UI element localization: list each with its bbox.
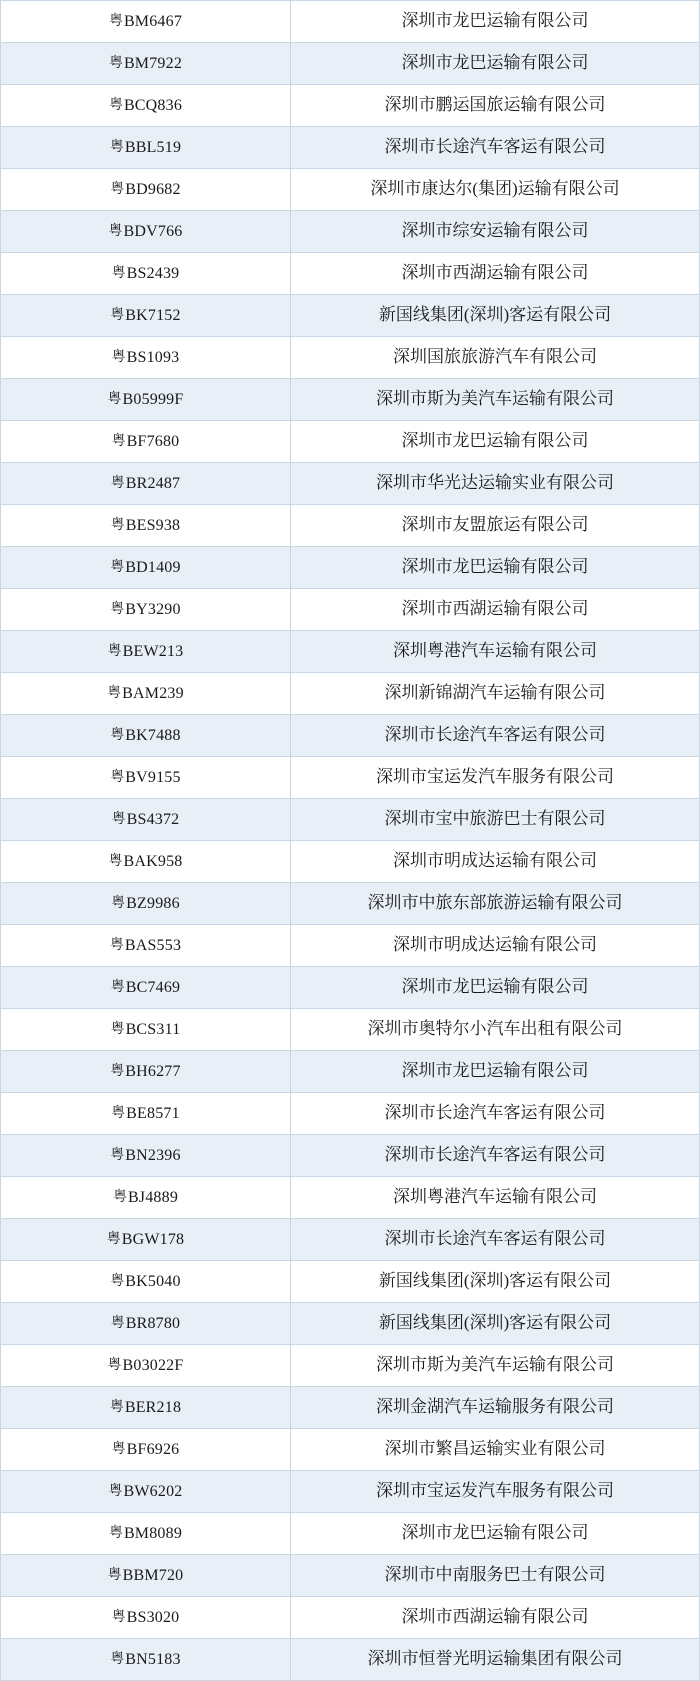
plate-number-cell	[1, 295, 291, 337]
plate-number-cell	[1, 841, 291, 883]
plate-province-prefix: 粤	[107, 391, 122, 407]
plate-number-cell	[1, 1135, 291, 1177]
company-name-cell: 深圳市中南服务巴士有限公司	[291, 1555, 700, 1597]
table-row	[1, 169, 699, 211]
company-name-cell: 深圳新锦湖汽车运输有限公司	[291, 673, 700, 715]
plate-number-text: BN5183	[125, 1650, 181, 1668]
plate-province-prefix: 粤	[111, 265, 126, 281]
vehicle-list-table-body	[1, 1, 699, 1681]
table-row	[1, 421, 699, 463]
plate-province-prefix: 粤	[110, 979, 125, 995]
plate-number-text: BM7922	[123, 54, 183, 72]
company-name-cell: 深圳市龙巴运输有限公司	[291, 967, 700, 1009]
plate-number-cell	[1, 337, 291, 379]
table-row	[1, 1, 699, 43]
table-row	[1, 883, 699, 925]
table-row	[1, 1051, 699, 1093]
table-row	[1, 1597, 699, 1639]
company-name-cell: 深圳市长途汽车客运有限公司	[291, 1093, 700, 1135]
plate-province-prefix: 粤	[108, 1525, 123, 1541]
plate-number-cell	[1, 799, 291, 841]
plate-number-cell	[1, 1303, 291, 1345]
plate-number-cell	[1, 1597, 291, 1639]
table-row	[1, 715, 699, 757]
table-row	[1, 379, 699, 421]
company-name-cell: 深圳市龙巴运输有限公司	[291, 1051, 700, 1093]
plate-province-prefix: 粤	[108, 97, 123, 113]
plate-province-prefix: 粤	[111, 1441, 126, 1457]
plate-province-prefix: 粤	[109, 139, 124, 155]
plate-number-cell	[1, 1051, 291, 1093]
plate-number-cell	[1, 1387, 291, 1429]
plate-number-cell	[1, 925, 291, 967]
plate-province-prefix: 粤	[108, 55, 123, 71]
plate-number-cell	[1, 85, 291, 127]
company-name-cell: 深圳市龙巴运输有限公司	[291, 421, 700, 463]
table-row	[1, 1135, 699, 1177]
table-row	[1, 1177, 699, 1219]
table-row	[1, 127, 699, 169]
plate-number-cell	[1, 757, 291, 799]
plate-province-prefix: 粤	[109, 937, 124, 953]
plate-number-text: BAM239	[122, 684, 184, 702]
plate-number-cell	[1, 631, 291, 673]
plate-number-cell	[1, 967, 291, 1009]
table-row	[1, 1345, 699, 1387]
plate-number-text: BES938	[125, 516, 181, 534]
plate-province-prefix: 粤	[110, 559, 125, 575]
company-name-cell: 深圳市友盟旅运有限公司	[291, 505, 700, 547]
company-name-cell: 深圳市鹏运国旅运输有限公司	[291, 85, 700, 127]
company-name-cell: 深圳市西湖运输有限公司	[291, 589, 700, 631]
plate-number-text: B05999F	[122, 390, 184, 408]
plate-province-prefix: 粤	[108, 13, 123, 29]
table-row	[1, 463, 699, 505]
table-row	[1, 1429, 699, 1471]
plate-number-text: BS3020	[126, 1608, 180, 1626]
company-name-cell: 深圳市明成达运输有限公司	[291, 925, 700, 967]
plate-province-prefix: 粤	[110, 181, 125, 197]
plate-number-cell	[1, 1009, 291, 1051]
company-name-cell: 深圳国旅旅游汽车有限公司	[291, 337, 700, 379]
company-name-cell: 新国线集团(深圳)客运有限公司	[291, 1303, 700, 1345]
plate-number-cell	[1, 211, 291, 253]
plate-number-text: BBL519	[124, 138, 182, 156]
table-row	[1, 1639, 699, 1681]
company-name-cell: 深圳市华光达运输实业有限公司	[291, 463, 700, 505]
plate-province-prefix: 粤	[111, 811, 126, 827]
plate-province-prefix: 粤	[110, 1651, 125, 1667]
plate-province-prefix: 粤	[110, 1063, 125, 1079]
plate-number-cell	[1, 463, 291, 505]
plate-number-cell	[1, 169, 291, 211]
plate-number-text: BBM720	[122, 1566, 184, 1584]
plate-province-prefix: 粤	[111, 1609, 126, 1625]
table-row	[1, 1555, 699, 1597]
plate-number-text: BD1409	[125, 558, 181, 576]
plate-number-text: BS2439	[126, 264, 180, 282]
plate-number-cell	[1, 505, 291, 547]
plate-number-text: BJ4889	[127, 1188, 179, 1206]
plate-number-cell	[1, 883, 291, 925]
plate-number-cell	[1, 1345, 291, 1387]
plate-number-cell	[1, 1639, 291, 1681]
plate-number-text: BCQ836	[123, 96, 183, 114]
company-name-cell: 深圳市西湖运输有限公司	[291, 1597, 700, 1639]
company-name-cell: 深圳市龙巴运输有限公司	[291, 1513, 700, 1555]
plate-number-cell	[1, 379, 291, 421]
plate-number-cell	[1, 1177, 291, 1219]
plate-province-prefix: 粤	[107, 1567, 122, 1583]
plate-number-text: BS4372	[126, 810, 180, 828]
plate-number-text: BK7488	[125, 726, 181, 744]
plate-number-cell	[1, 253, 291, 295]
plate-number-cell	[1, 43, 291, 85]
plate-province-prefix: 粤	[110, 769, 125, 785]
vehicle-list-table	[1, 1, 699, 1681]
plate-number-cell	[1, 1261, 291, 1303]
company-name-cell: 深圳市斯为美汽车运输有限公司	[291, 1345, 700, 1387]
plate-province-prefix: 粤	[110, 1315, 125, 1331]
company-name-cell: 深圳市明成达运输有限公司	[291, 841, 700, 883]
plate-number-text: BDV766	[123, 222, 183, 240]
plate-province-prefix: 粤	[108, 1483, 123, 1499]
table-row	[1, 1387, 699, 1429]
plate-number-text: BAS553	[124, 936, 182, 954]
table-row	[1, 547, 699, 589]
plate-province-prefix: 粤	[110, 1021, 125, 1037]
plate-number-text: BH6277	[125, 1062, 181, 1080]
company-name-cell: 深圳市宝中旅游巴士有限公司	[291, 799, 700, 841]
company-name-cell: 深圳市长途汽车客运有限公司	[291, 715, 700, 757]
plate-province-prefix: 粤	[112, 1189, 127, 1205]
company-name-cell: 深圳市长途汽车客运有限公司	[291, 127, 700, 169]
plate-number-cell	[1, 1513, 291, 1555]
table-row	[1, 505, 699, 547]
plate-number-text: BEW213	[122, 642, 184, 660]
company-name-cell: 深圳市恒誉光明运输集团有限公司	[291, 1639, 700, 1681]
plate-province-prefix: 粤	[111, 1105, 126, 1121]
plate-province-prefix: 粤	[110, 517, 125, 533]
plate-province-prefix: 粤	[110, 1147, 125, 1163]
plate-number-cell	[1, 127, 291, 169]
table-row	[1, 589, 699, 631]
plate-number-text: BD9682	[125, 180, 181, 198]
plate-number-cell	[1, 673, 291, 715]
plate-number-cell	[1, 421, 291, 463]
table-row	[1, 757, 699, 799]
plate-number-text: BK7152	[125, 306, 181, 324]
plate-province-prefix: 粤	[107, 685, 122, 701]
plate-number-text: BN2396	[125, 1146, 181, 1164]
plate-number-text: BE8571	[126, 1104, 180, 1122]
plate-number-text: BV9155	[125, 768, 181, 786]
company-name-cell: 深圳市西湖运输有限公司	[291, 253, 700, 295]
plate-number-cell	[1, 1219, 291, 1261]
table-row	[1, 211, 699, 253]
plate-province-prefix: 粤	[109, 1399, 124, 1415]
plate-number-text: BW6202	[123, 1482, 183, 1500]
table-row	[1, 1303, 699, 1345]
plate-number-text: BM8089	[123, 1524, 183, 1542]
company-name-cell: 深圳市长途汽车客运有限公司	[291, 1219, 700, 1261]
plate-number-text: BR8780	[125, 1314, 181, 1332]
table-row	[1, 253, 699, 295]
table-row	[1, 1261, 699, 1303]
plate-number-cell	[1, 589, 291, 631]
plate-number-text: BAK958	[123, 852, 183, 870]
plate-number-text: BM6467	[123, 12, 183, 30]
company-name-cell: 深圳市龙巴运输有限公司	[291, 547, 700, 589]
table-row	[1, 1513, 699, 1555]
plate-number-cell	[1, 1429, 291, 1471]
plate-number-text: BCS311	[125, 1020, 181, 1038]
company-name-cell: 深圳粤港汽车运输有限公司	[291, 631, 700, 673]
company-name-cell: 深圳市中旅东部旅游运输有限公司	[291, 883, 700, 925]
plate-province-prefix: 粤	[110, 601, 125, 617]
plate-province-prefix: 粤	[108, 223, 123, 239]
company-name-cell: 深圳市龙巴运输有限公司	[291, 43, 700, 85]
company-name-cell: 深圳市龙巴运输有限公司	[291, 1, 700, 43]
plate-number-text: BF7680	[126, 432, 180, 450]
table-row	[1, 295, 699, 337]
company-name-cell: 深圳市宝运发汽车服务有限公司	[291, 1471, 700, 1513]
table-row	[1, 631, 699, 673]
table-row	[1, 337, 699, 379]
company-name-cell: 深圳市宝运发汽车服务有限公司	[291, 757, 700, 799]
plate-province-prefix: 粤	[107, 1357, 122, 1373]
table-row	[1, 673, 699, 715]
company-name-cell: 深圳市斯为美汽车运输有限公司	[291, 379, 700, 421]
table-row	[1, 1471, 699, 1513]
table-row	[1, 841, 699, 883]
plate-province-prefix: 粤	[110, 727, 125, 743]
table-row	[1, 85, 699, 127]
plate-province-prefix: 粤	[111, 433, 126, 449]
plate-number-cell	[1, 1093, 291, 1135]
plate-province-prefix: 粤	[111, 895, 126, 911]
plate-province-prefix: 粤	[110, 307, 125, 323]
company-name-cell: 深圳粤港汽车运输有限公司	[291, 1177, 700, 1219]
company-name-cell: 深圳市康达尔(集团)运输有限公司	[291, 169, 700, 211]
table-row	[1, 1093, 699, 1135]
table-row	[1, 799, 699, 841]
company-name-cell: 深圳金湖汽车运输服务有限公司	[291, 1387, 700, 1429]
plate-number-cell	[1, 1, 291, 43]
plate-number-cell	[1, 715, 291, 757]
plate-number-text: BF6926	[126, 1440, 180, 1458]
plate-number-text: BER218	[124, 1398, 182, 1416]
table-row	[1, 967, 699, 1009]
table-row	[1, 43, 699, 85]
plate-number-cell	[1, 547, 291, 589]
plate-province-prefix: 粤	[106, 1231, 121, 1247]
plate-number-text: B03022F	[122, 1356, 184, 1374]
plate-number-text: BS1093	[126, 348, 180, 366]
company-name-cell: 深圳市繁昌运输实业有限公司	[291, 1429, 700, 1471]
plate-number-text: BR2487	[125, 474, 181, 492]
company-name-cell: 新国线集团(深圳)客运有限公司	[291, 1261, 700, 1303]
company-name-cell: 深圳市奥特尔小汽车出租有限公司	[291, 1009, 700, 1051]
plate-number-text: BY3290	[125, 600, 181, 618]
plate-province-prefix: 粤	[107, 643, 122, 659]
plate-number-cell	[1, 1471, 291, 1513]
plate-province-prefix: 粤	[111, 349, 126, 365]
company-name-cell: 新国线集团(深圳)客运有限公司	[291, 295, 700, 337]
plate-province-prefix: 粤	[110, 475, 125, 491]
company-name-cell: 深圳市综安运输有限公司	[291, 211, 700, 253]
table-row	[1, 1009, 699, 1051]
plate-number-cell	[1, 1555, 291, 1597]
plate-number-text: BC7469	[125, 978, 181, 996]
plate-number-text: BZ9986	[126, 894, 180, 912]
plate-province-prefix: 粤	[108, 853, 123, 869]
plate-number-text: BK5040	[125, 1272, 181, 1290]
plate-province-prefix: 粤	[110, 1273, 125, 1289]
company-name-cell: 深圳市长途汽车客运有限公司	[291, 1135, 700, 1177]
table-row	[1, 925, 699, 967]
table-row	[1, 1219, 699, 1261]
plate-number-text: BGW178	[121, 1230, 185, 1248]
